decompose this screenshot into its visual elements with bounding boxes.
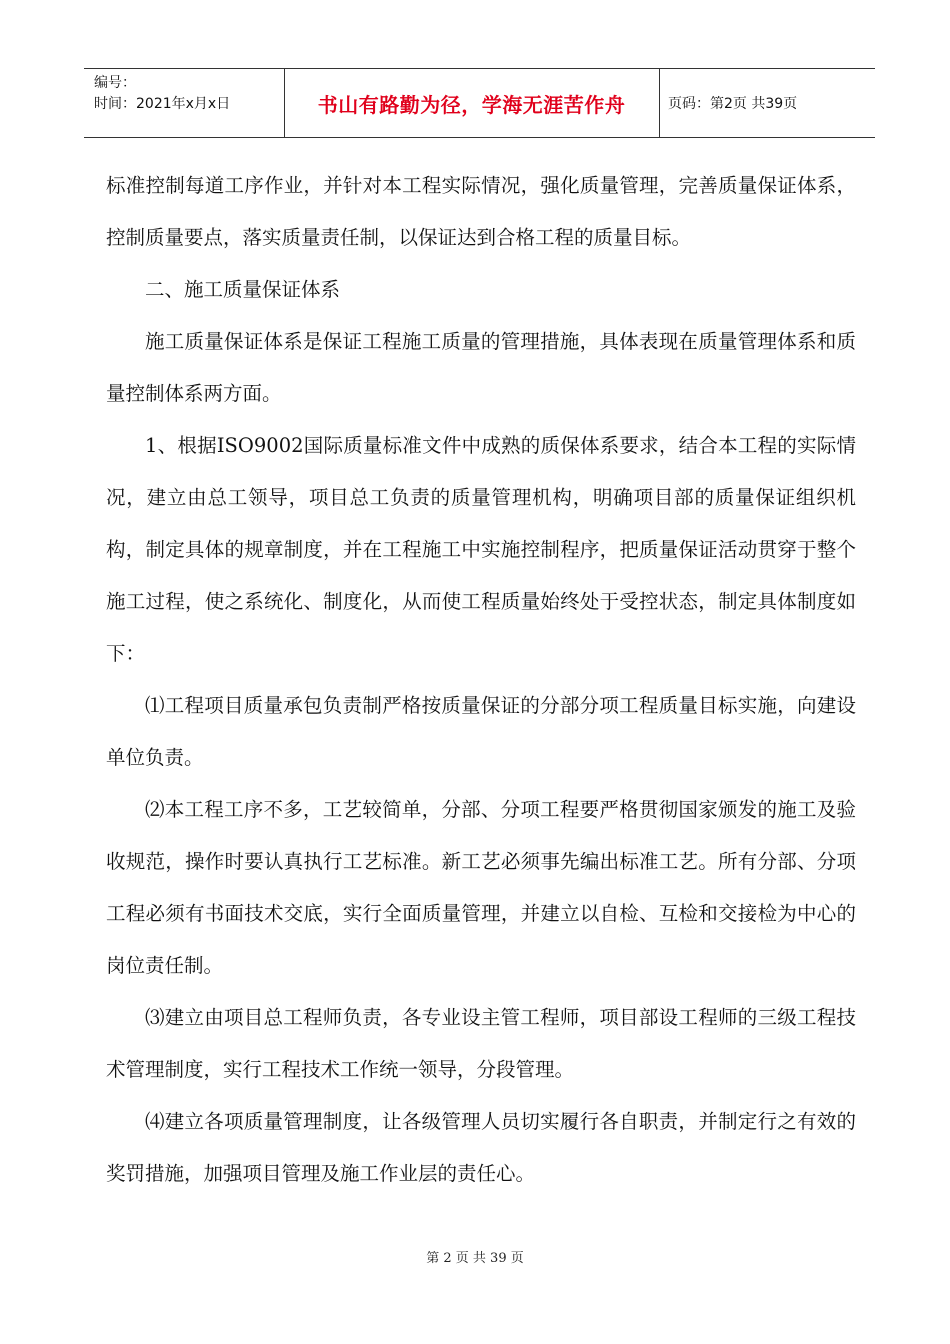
document-body — [106, 160, 856, 1200]
document-header — [84, 68, 875, 138]
paragraph-subitem-2: ⑵本工程工序不多，工艺较简单，分部、分项工程要严格贯彻国家颁发的施工及验收规范，操作时要认真执行工艺标准。新工艺必须事先编出标准工艺。所有分部、分项工程必须有书面技术交底，实行全面质量管理，并建立以自检、互检和交接检为中心的岗位责任制。 — [106, 798, 856, 977]
document-time-label: 时间：2021年x月x日 — [94, 96, 231, 112]
paragraph-intro: 施工质量保证体系是保证工程施工质量的管理措施，具体表现在质量管理体系和质量控制体系两方面。 — [106, 330, 856, 405]
page-footer: 第 2 页 共 39 页 — [426, 1251, 524, 1266]
document-number-label: 编号： — [94, 75, 136, 91]
section-heading: 二、施工质量保证体系 — [145, 278, 341, 301]
paragraph-subitem-4: ⑷建立各项质量管理制度，让各级管理人员切实履行各自职责，并制定行之有效的奖罚措施，加强项目管理及施工作业层的责任心。 — [106, 1110, 856, 1185]
header-divider-right — [659, 69, 660, 137]
header-meta — [94, 73, 284, 115]
paragraph-continuation: 标准控制每道工序作业，并针对本工程实际情况，强化质量管理，完善质量保证体系，控制质量要点，落实质量责任制，以保证达到合格工程的质量目标。 — [106, 174, 856, 249]
header-motto: 书山有路勤为径，学海无涯苦作舟 — [317, 92, 626, 117]
header-page-info: 页码：第2页 共39页 — [668, 96, 798, 112]
paragraph-item-1: 1、根据ISO9002国际质量标准文件中成熟的质保体系要求，结合本工程的实际情况，建立由总工领导，项目总工负责的质量管理机构，明确项目部的质量保证组织机构，制定具体的规章制度，并在工程施工中实施控制程序，把质量保证活动贯穿于整个施工过程，使之系统化、制度化，从而使工程质量始终处于受控状态，制定具体制度如下： — [106, 434, 856, 665]
paragraph-subitem-1: ⑴工程项目质量承包负责制严格按质量保证的分部分项工程质量目标实施，向建设单位负责。 — [106, 694, 856, 769]
paragraph-subitem-3: ⑶建立由项目总工程师负责，各专业设主管工程师，项目部设工程师的三级工程技术管理制度，实行工程技术工作统一领导，分段管理。 — [106, 1006, 856, 1081]
